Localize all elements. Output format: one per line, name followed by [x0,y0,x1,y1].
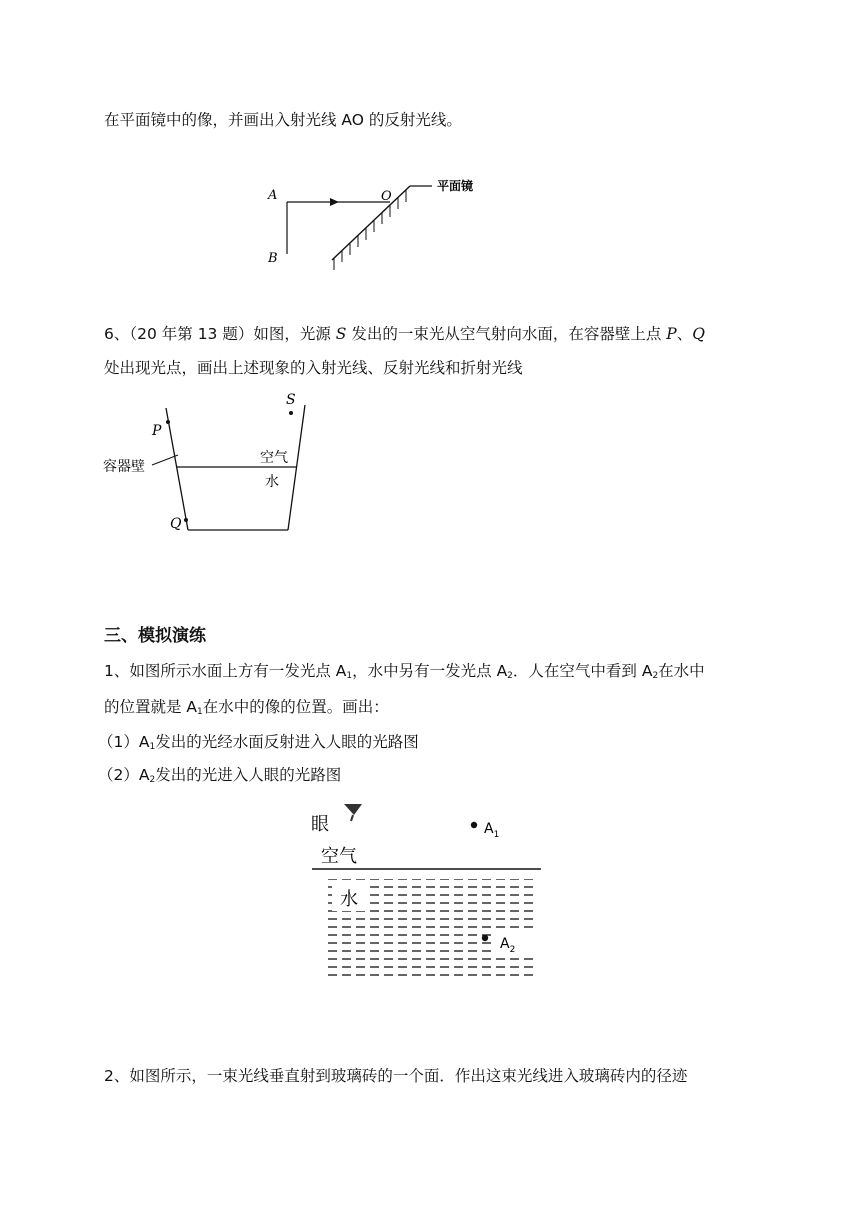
eye-icon [344,804,362,821]
question-1-line2: 的位置就是 $A_1$在水中的像的位置。画出： [104,698,389,717]
point-a1 [471,822,477,828]
question-1-line1: 1、如图所示水面上方有一发光点 $A_1$，水中另有一发光点 $A_2$．人在空气中看到 $A_2$在水中 [104,662,705,681]
paragraph-line: 在平面镜中的像，并画出入射光线 AO 的反射光线。 [104,111,462,129]
question-2-line: 2、如图所示，一束光线垂直射到玻璃砖的一个面．作出这束光线进入玻璃砖内的径迹 [104,1067,688,1085]
eye-water-diagram [300,795,560,990]
arrow-head [330,198,339,206]
label-wall: 容器壁 [103,459,145,475]
label-o: O [381,189,392,204]
label-a1: $A_1$ [484,821,500,840]
label-q: Q [170,516,182,532]
label-air: 空气 [260,450,288,466]
section-heading: 三、模拟演练 [104,626,206,646]
point-p [166,420,170,424]
question-1-item1: $(1)A_1$发出的光经水面反射进入人眼的光路图 [98,733,419,752]
label-air: 空气 [321,846,357,867]
label-a2: $A_2$ [500,936,516,955]
point-q [184,518,188,522]
wall-pointer [152,455,178,465]
label-water: 水 [265,474,279,490]
container-diagram [100,385,320,545]
label-b: B [268,251,278,266]
label-s: S [286,392,296,408]
point-s [289,411,293,415]
label-a: A [268,188,278,203]
question-6-line2: 处出现光点，画出上述现象的入射光线、反射光线和折射光线 [104,359,523,377]
point-a2 [482,935,488,941]
left-wall [166,408,188,530]
label-p: P [152,423,162,439]
label-water: 水 [340,889,358,910]
question-6-line1: 6、（20 年第 13 题）如图，光源 S 发出的一束光从空气射向水面，在容器壁上点 P、Q [104,325,705,343]
question-1-item2: $(2)A_2$发出的光进入人眼的光路图 [98,766,342,785]
mirror-label: 平面镜 [437,179,474,193]
mirror-diagram [260,172,500,282]
label-eye: 眼 [311,814,329,835]
